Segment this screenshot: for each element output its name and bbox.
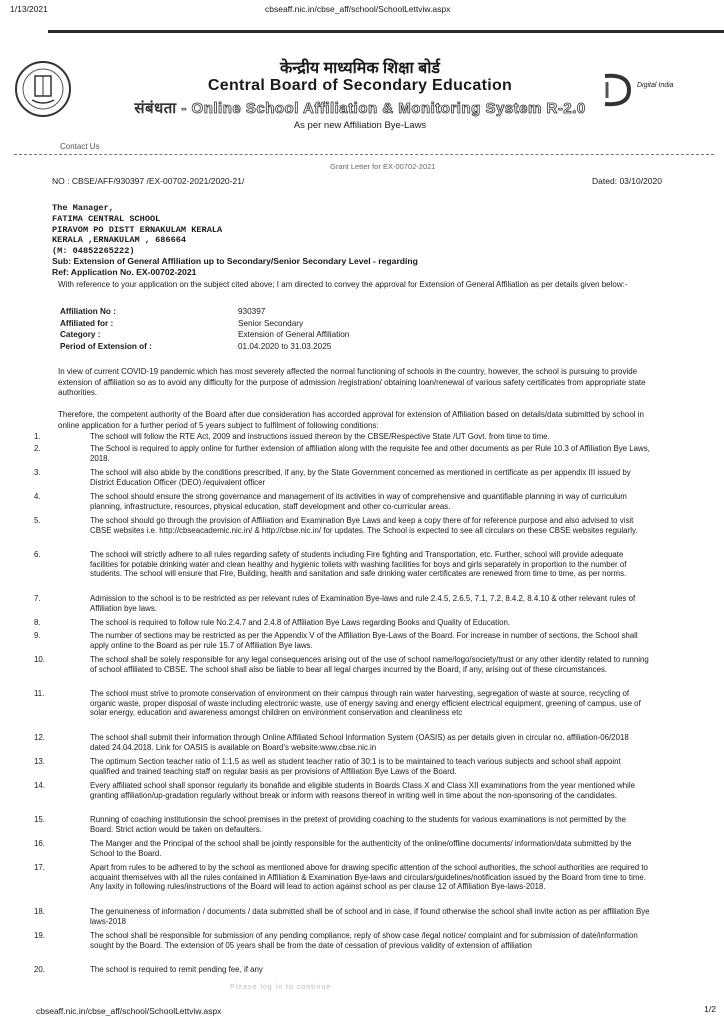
condition-text: Running of coaching institutionsin the school premises in the pretext of providing coaching to the students for various examinations is not permitted by the Board. Strict action would be taken on defaulters. (90, 815, 626, 834)
condition-number: 18. (34, 907, 45, 916)
system-title-english: - Online School Affiliation & Monitoring System R-2.0 (176, 100, 586, 117)
condition-number: 17. (34, 863, 45, 872)
page-number: 1/2 (704, 1004, 716, 1014)
reference-number: NO : CBSE/AFF/930397 /EX-00702-2021/2020-21/ (52, 176, 245, 186)
condition-text: Admission to the school is to be restricted as per relevant rules of Examination Bye-laws and rule 2.4.5, 2.6.5, 7.1, 7.2, 8.4.2, 8.4.10 & other relevant rules of Affiliation bye laws. (90, 594, 636, 613)
print-footer-url: cbseaff.nic.in/cbse_aff/school/SchoolLettviw.aspx (36, 1006, 222, 1016)
condition-number: 6. (34, 550, 41, 559)
digital-india-mark-icon (595, 70, 635, 110)
address-line: KERALA ,ERNAKULAM , 686664 (52, 235, 187, 246)
condition-text: The school will also abide by the conditions prescribed, if any, by the State Government concerned as mentioned in certificate as per appendix III issued by District Education Officer (DEO) /equivalent officer (90, 468, 631, 487)
detail-value: Extension of General Affiliation (238, 330, 350, 339)
board-name-hindi: केन्द्रीय माध्यमिक शिक्षा बोर्ड (280, 60, 440, 77)
condition-text: The school is required to remit pending fee, if any (90, 965, 263, 974)
print-date: 1/13/2021 (10, 4, 48, 14)
covid-paragraph: In view of current COVID-19 pandemic which has most severely affected the normal functioning of schools in the country, however, the school is pursuing to provide extension of affiliation so as to avoid any difficulty for the purpose of admission /registration/ obtaining loan/renewal of various safety certificates from appropriate state authorities. (58, 367, 646, 397)
condition-text: The school is required to follow rule No.2.4.7 and 2.4.8 of Affiliation Bye Laws regarding Books and Quality of Education. (90, 618, 511, 627)
application-reference: Ref: Application No. EX-00702-2021 (52, 267, 197, 277)
faint-footer-text: Please log in to continue (230, 984, 332, 991)
condition-number: 11. (34, 689, 45, 698)
condition-text: The school shall be solely responsible for any legal consequences arising out of the use of school name/logo/society/trust or any other identity related to running of school affiliated to CBSE. The school shall also be liable to bear all legal charges incurred by the Board, if any, arising out of these circumstances. (90, 655, 649, 674)
cbse-emblem-icon (14, 60, 72, 118)
detail-key: Category : (60, 330, 101, 339)
condition-number: 5. (34, 516, 41, 525)
condition-text: Apart from rules to be adhered to by the school as mentioned above for drawing specific attention of the school authorities, the school authorities are required to acquaint themselves with all the rules contained in Affiliation & Examination Bye-laws and circulars/guidelines/notification issued by the Board from time to time. Any laxity in following rules/instructions of the Board will lead to action against school as per clause 12 of Affiliation Bye-laws-2018. (90, 863, 648, 892)
system-title-hindi: संबंधता (134, 100, 177, 117)
condition-number: 8. (34, 618, 41, 627)
condition-text: Every affiliated school shall sponsor regularly its bonafide and eligible students in Boards Class X and Class XII examinations from the year mentioned while granting affiliation/up-gradation regularly without break or inform with reasons thereof in writing well in time about the non-sponsoring of the candidates. (90, 781, 636, 800)
condition-number: 10. (34, 655, 45, 664)
address-line: (M: 04852265222) (52, 246, 135, 257)
detail-key: Affiliated for : (60, 318, 114, 328)
letter-date: Dated: 03/10/2020 (592, 176, 662, 186)
condition-text: The school should go through the provision of Affiliation and Examination Bye Laws and keep a copy there of for reference purpose and also advised to visit CBSE websites i.e. http://cbseacademic.nic.in/ & http://cbse.nic.in/ for updates. The School is expected to see all circulars on these CBSE websites regularly. (90, 516, 638, 535)
condition-number: 9. (34, 631, 41, 640)
grant-letter-note: Grant Letter for EX-00702-2021 (330, 162, 436, 171)
condition-text: The number of sections may be restricted as per the Appendix V of the Affiliation Bye-Laws of the Board. For increase in number of sections, the School shall apply online to the Board as per rule 15.7 of Affiliation Bye laws. (90, 631, 638, 650)
condition-number: 16. (34, 839, 45, 848)
condition-text: The school should ensure the strong governance and management of its activities in way of comprehensive and quantifiable planning in way of curriculum planning, infrastructure, resources, physical education, staff development and other co-curricular areas. (90, 492, 627, 511)
detail-key: Affiliation No : (60, 307, 116, 316)
condition-number: 15. (34, 815, 45, 824)
condition-number: 13. (34, 757, 45, 766)
condition-number: 1. (34, 432, 41, 441)
print-url: cbseaff.nic.in/cbse_aff/school/SchoolLettviw.aspx (265, 4, 451, 14)
system-subtitle: As per new Affiliation Bye-Laws (293, 120, 427, 131)
condition-text: The school must strive to promote conservation of environment on their campus through rain water harvesting, segregation of waste at source, recycling of organic waste, proper disposal of waste including electronic waste, use of energy saving and energy efficient electrical equipment, greening of campus, use of solar energy, education and awareness amongst children on environment conservation and cleanliness etc (90, 689, 641, 718)
condition-number: 19. (34, 931, 45, 940)
digital-india-text: Digital India (637, 82, 674, 89)
subject-line: Sub: Extension of General Affiliation up to Secondary/Senior Secondary Level - regarding (52, 256, 418, 266)
print-footer (0, 1006, 724, 1022)
address-line: The Manager, (52, 203, 114, 213)
reference-row (52, 176, 662, 186)
condition-number: 12. (34, 733, 45, 742)
condition-number: 2. (34, 444, 41, 453)
detail-value: 930397 (238, 307, 266, 316)
condition-text: The School is required to apply online for further extension of affiliation along with the requisite fee and other documents as per Rule 10.3 of Affiliation Bye Laws, 2018. (90, 444, 650, 463)
condition-number: 20. (34, 965, 45, 974)
contact-us-link[interactable]: Contact Us (60, 142, 100, 151)
address-line: PIRAVOM PO DISTT ERNAKULAM KERALA (52, 224, 223, 235)
condition-number: 4. (34, 492, 41, 501)
subject-block (52, 256, 418, 278)
condition-text: The school will follow the RTE Act, 2009 and instructions issued thereon by the CBSE/Respective State /UT Govt. from time to time. (90, 432, 550, 441)
detail-value: Senior Secondary (238, 318, 304, 328)
condition-text: The school shall submit their information through Online Affiliated School Information System (OASIS) as per details given in circular no. affiliation-06/2018 dated 24.04.2018. Link for OASIS is available on Board's website:www.cbse.nic.in (90, 733, 629, 752)
condition-text: The school will strictly adhere to all rules regarding safety of students including Fire fighting and Transportation, etc. Further, school will provide adequate facilities for potable drinking water and clean healthy and hygienic toilets with washing facilities for boys and girls separately in proportion to the number of students. The school will ensure that Fire, Building, health and sanitation and safe drinking water certificates are renewed from time to time, as per norms. (90, 550, 627, 579)
board-name-english: Central Board of Secondary Education (207, 77, 513, 94)
condition-number: 3. (34, 468, 41, 477)
detail-value: 01.04.2020 to 31.03.2025 (238, 341, 332, 351)
condition-number: 7. (34, 594, 41, 603)
condition-number: 14. (34, 781, 45, 790)
condition-text: The genuineness of information / documents / data submitted shall be of school and in case, if found otherwise the school shall invite action as per affiliation Bye laws-2018 (90, 907, 650, 926)
condition-text: The Manger and the Principal of the school shall be jointly responsible for the authenticity of the online/offline documents/ information/data submitted by the School to the Board. (90, 839, 632, 858)
condition-text: The optimum Section teacher ratio of 1:1.5 as well as student teacher ratio of 30:1 is to be maintained to teach various subjects and school shall appoint qualified and trained teaching staff on regular basis as per provisions of Affiliation Bye Laws of the Board. (90, 757, 621, 776)
system-title (80, 98, 640, 118)
condition-text: The school shall be responsible for submission of any pending compliance, reply of show case /legal notice/ complaint and for submission of date/information sought by the Board. The extension of 05 years shall be from the date of cessation of previous validity of extension of affiliation (90, 931, 638, 950)
intro-paragraph: With reference to your application on the subject cited above; I am directed to convey the approval for Extension of General Affiliation as per details given below:- (58, 280, 628, 289)
letterhead (0, 42, 724, 171)
recipient-address (52, 203, 222, 257)
approval-paragraph: Therefore, the competent authority of the Board after due consideration has accorded approval for extension of Affiliation based on details/data submitted by school in online application for a further period of 5 years subject to fulfilment of following conditions: (58, 410, 644, 430)
print-header (0, 4, 724, 18)
address-line: FATIMA CENTRAL SCHOOL (52, 213, 161, 224)
detail-key: Period of Extension of : (60, 341, 152, 351)
letterhead-divider (14, 154, 714, 155)
digital-india-logo-icon (595, 70, 685, 110)
header-rule (48, 30, 724, 33)
